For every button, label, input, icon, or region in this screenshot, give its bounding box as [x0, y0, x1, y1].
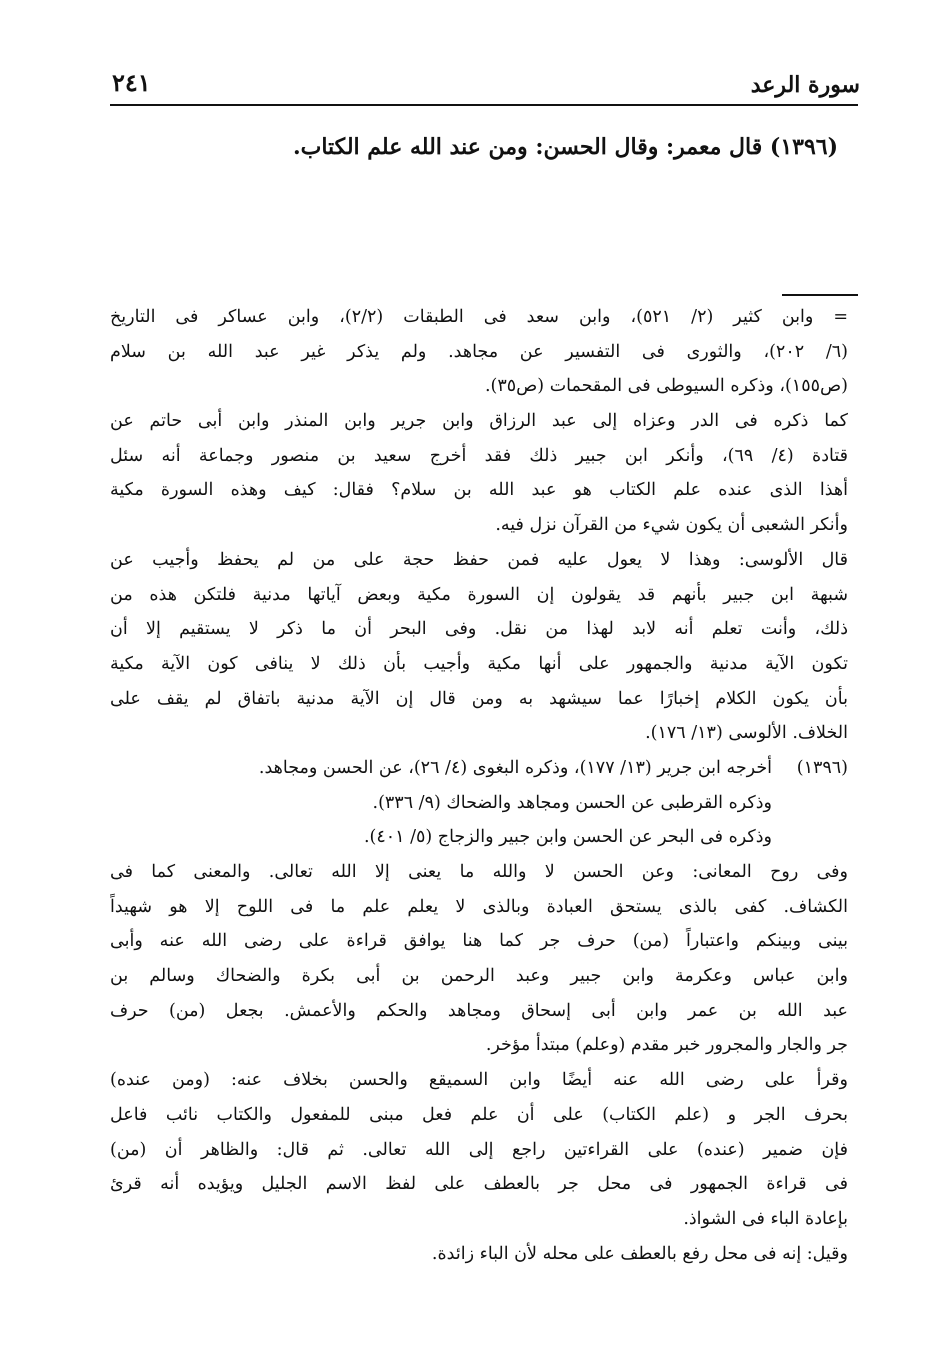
- footnote-continuation: [110, 300, 848, 751]
- footnote-number: (١٣٩٦): [796, 757, 848, 778]
- footnote-line: وفى روح المعانى: وعن الحسن لا والله ما يعنى إلا الله تعالى. والمعنى كما فى: [110, 862, 848, 882]
- footnote-line: وابن عباس وعكرمة وابن جبير وعبد الرحمن بن أبى بكرة والضحاك وسالم بن: [110, 966, 848, 987]
- footnote-line: وذكره فى البحر عن الحسن وابن جبير والزجاج (٥/ ٤٠١).: [363, 827, 772, 848]
- footnote-line: وقرأ على رضى الله عنه أيضًا وابن السميقع والحسن بخلاف عنه: (ومن عنده): [110, 1070, 848, 1091]
- footnote-line: بينى وبينكم واعتباراً (من) حرف جر كما هنا يوافق قراءة على رضى الله عنه وأبى: [110, 931, 848, 952]
- footnote-line: (ص١٥٥)، وذكره السيوطى فى المقحمات (ص٣٥).: [484, 376, 848, 397]
- footnote-separator: [782, 294, 858, 296]
- footnote-line: عبد الله بن عمر وابن أبى إسحاق ومجاهد والحكم والأعمش. بجعل (من) حرف: [110, 1000, 848, 1021]
- header-rule: [110, 104, 858, 106]
- page-number: ٢٤١: [112, 68, 151, 97]
- footnote-line: وأنكر الشعبى أن يكون شيء من القرآن نزل فيه.: [495, 515, 848, 536]
- footnote-1396: [110, 751, 848, 855]
- footnotes-block: [110, 300, 848, 1271]
- footnote-line: وقيل: إنه فى محل رفع بالعطف على محله لأن الباء زائدة.: [431, 1243, 848, 1264]
- footnote-line: بإعادة الباء فى الشواذ.: [683, 1208, 848, 1229]
- running-header-title: سورة الرعد: [750, 72, 860, 98]
- footnote-line: قال الألوسى: وهذا لا يعول عليه فمن حفظ حجة على من لم يحفظ وأجيب عن: [110, 549, 848, 570]
- footnote-1396-lines: [110, 751, 848, 855]
- main-text-line: (١٣٩٦) قال معمر: وقال الحسن: ومن عند الله علم الكتاب.: [292, 134, 838, 160]
- footnote-line: فإن ضمير (عنده) على القراءتين راجع إلى الله تعالى. ثم قال: والظاهر أن (من): [110, 1139, 848, 1160]
- footnote-line: جر والجار والمجرور خبر مقدم (وعلم) مبتدأ مؤخر.: [485, 1035, 848, 1056]
- footnote-line: فى قراءة الجمهور فى محل جر بالعطف على لفظ الاسم الجليل ويؤيده أنه قرئ: [110, 1174, 848, 1195]
- footnote-line: ذلك، وأنت تعلم أنه لابد لهذا من نقل. وفى البحر أن ما ذكر لا يستقيم إلا أن: [110, 619, 848, 640]
- footnote-1396-continuation: [110, 855, 848, 1271]
- footnote-line: الكشاف. كفى بالذى يستحق العبادة وبالذى لا يعلم علم ما فى اللوح إلا هو شهيداً: [110, 896, 848, 917]
- footnote-line: كما ذكره فى الدر وعزاه إلى عبد الرزاق وابن جرير وابن المنذر وابن أبى حاتم عن: [110, 411, 848, 432]
- footnote-line: وذكره القرطبى عن الحسن ومجاهد والضحاك (٩/ ٣٣٦).: [372, 792, 772, 813]
- footnote-line: قتادة (٤/ ٦٩)، وأنكر ابن جبير ذلك فقد أخرج سعيد بن منصور وجماعة أنه سئل: [110, 445, 848, 466]
- footnote-line: بأن يكون الكلام إخبارًا عما سيشهد به ومن قال إن الآية مدنية باتفاق لم يقف على: [110, 688, 848, 709]
- footnote-line: = وابن كثير (٢/ ٥٢١)، وابن سعد فى الطبقات (٢/٢)، وابن عساكر فى التاريخ: [110, 307, 848, 327]
- footnote-line: أهذا الذى عنده علم الكتاب هو عبد الله بن سلام؟ فقال: كيف وهذه السورة مكية: [110, 480, 848, 501]
- footnote-line: تكون الآية مدنية والجمهور على أنها مكية وأجيب بأن ذلك لا ينافى كون الآية مكية: [110, 653, 848, 674]
- footnote-line: شبهة ابن جبير بأنهم قد يقولون إن السورة مكية وبعض آياتها مدنية فلتكن هذه من: [110, 584, 848, 605]
- footnote-line: أخرجه ابن جرير (١٣/ ١٧٧)، وذكره البغوى (٤/ ٢٦)، عن الحسن ومجاهد.: [258, 757, 772, 778]
- footnote-line: الخلاف. الألوسى (١٣/ ١٧٦).: [645, 723, 848, 744]
- footnote-line: بحرف الجر و (علم الكتاب) على أن علم فعل مبنى للمفعول والكتاب نائب فاعل: [110, 1104, 848, 1125]
- footnote-line: (٦/ ٢٠٢)، والثورى فى التفسير عن مجاهد. ولم يذكر غير عبد الله بن سلام: [110, 341, 848, 362]
